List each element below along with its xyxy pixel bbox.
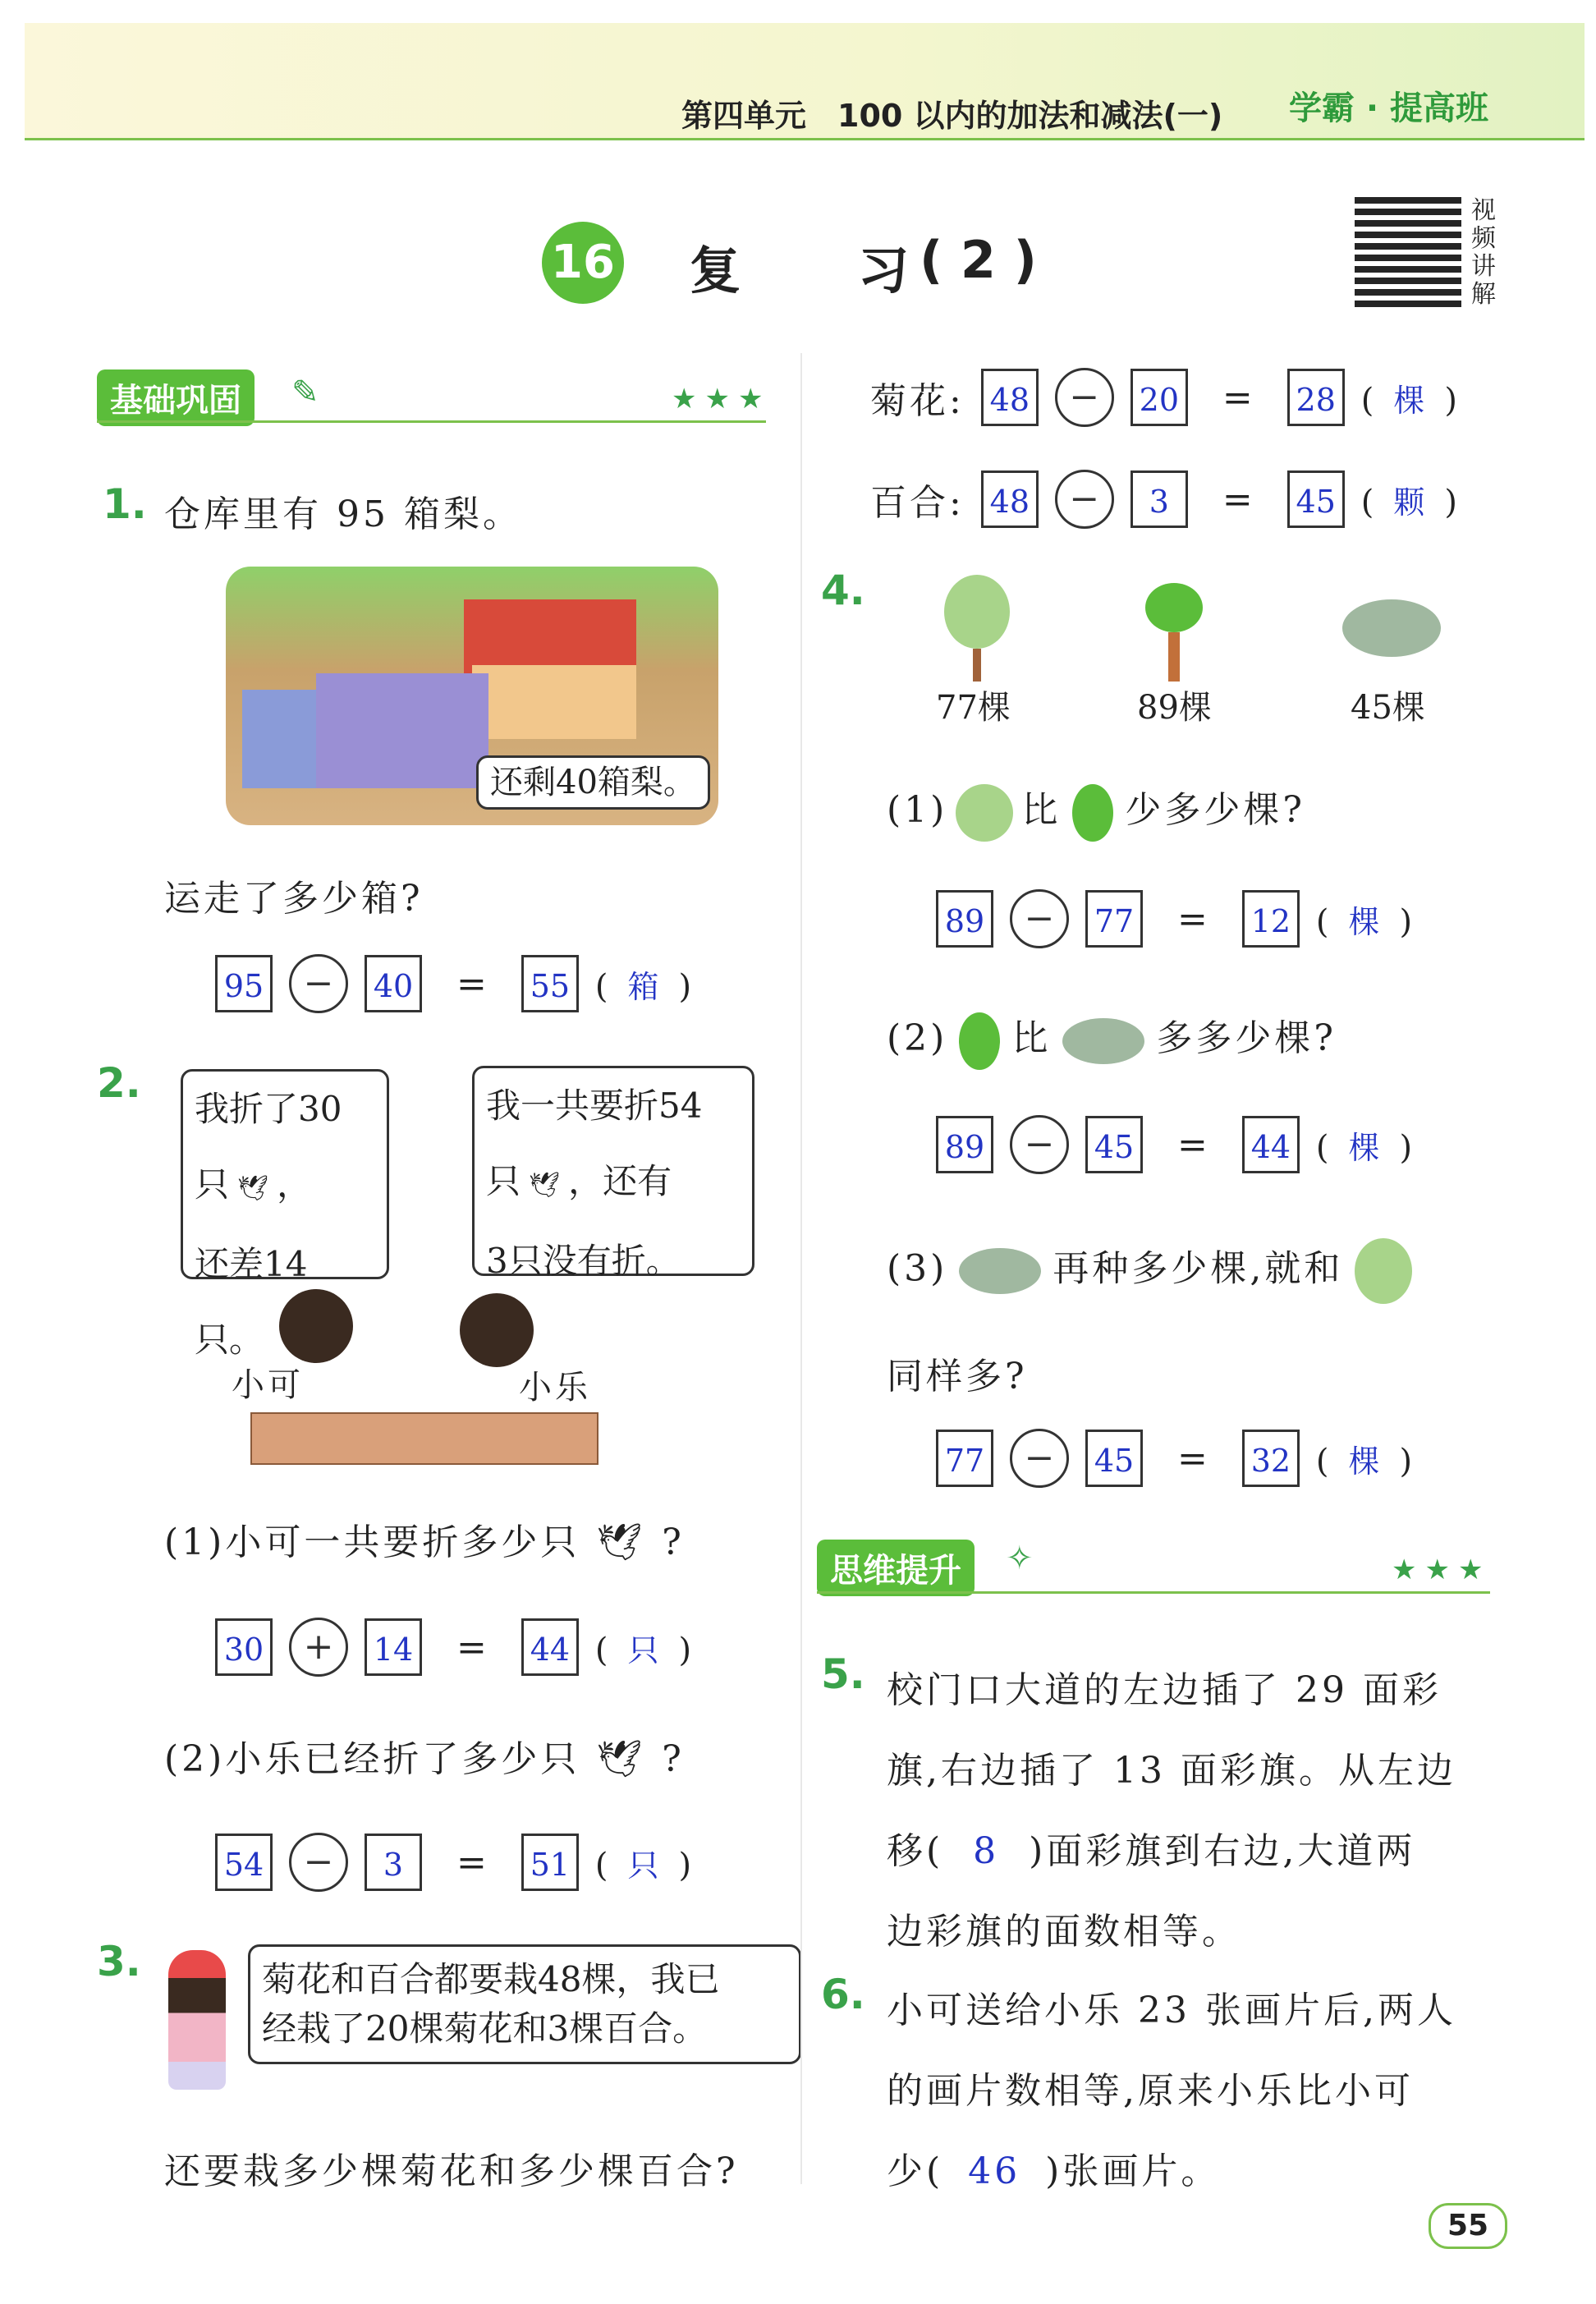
bush-tree-icon [959,1248,1041,1294]
truck-cab [242,690,324,788]
q1-unit: ( 箱 ) [594,967,692,1006]
girl-avatar [168,1950,226,2090]
lesson-title-part3: ( 2 ) [920,230,1037,290]
q5-answer[interactable]: 8 [973,1830,1000,1872]
willow-tree-icon [1355,1238,1412,1304]
q6-line3: 少( 46 )张画片。 [887,2150,1221,2192]
q2-bubble-left [181,1069,389,1360]
paper-crane-icon: 🕊 [529,1171,561,1200]
q4s3-box-c[interactable]: 32 [1242,1430,1300,1487]
q2-bl-line3: 还差14只。 [195,1244,308,1360]
q6-number: 6. [821,1971,865,2018]
q5-line3: 移( 8 )面彩旗到右边,大道两 [887,1830,1416,1872]
craft-table [250,1412,598,1465]
q4-sub3-equation [936,1429,1412,1488]
q2-sub1-equation [215,1618,691,1677]
q3r2-box-a[interactable]: 48 [981,470,1039,528]
q1-unit-value[interactable]: 箱 [627,968,659,1005]
q4-sub1-question: (1) 比 少多少棵? [887,780,1305,842]
q2-br-line3: 3只没有折。 [486,1241,681,1281]
lesson-title-part2: 习 [858,241,910,301]
q4s1-box-c[interactable]: 12 [1242,890,1300,948]
xiaole-avatar [460,1293,534,1367]
q3-question: 还要栽多少棵菊花和多少棵百合? [164,2150,739,2192]
section-thinking-stars: ★★★ [1392,1554,1492,1586]
q3-bubble-line1: 菊花和百合都要栽48棵，我已 [262,1959,720,1999]
qr-label: 视频讲解 [1471,196,1496,309]
tree-count-2: 89棵 [1137,689,1212,727]
section-basic-badge: 基础巩固 [97,369,255,426]
q6-line2: 的画片数相等,原来小乐比小可 [887,2070,1414,2112]
q1-text: 仓库里有 95 箱梨。 [164,493,522,535]
q3r1-box-c[interactable]: 28 [1287,369,1345,426]
q5-number: 5. [821,1650,865,1698]
truck-container [316,673,488,788]
q4s1-eq: = [1177,897,1208,940]
q2-name-left: 小可 [232,1366,304,1404]
brand-label: 学霸 · 提高班 [1289,89,1489,127]
q3r2-box-c[interactable]: 45 [1287,470,1345,528]
sparkle-icon: ✧ [1006,1540,1034,1577]
q2-number: 2. [97,1059,141,1107]
q2-br-line2: 只 🕊 ，还有 [486,1161,672,1201]
q3r1-box-b[interactable]: 20 [1130,369,1188,426]
q6-answer[interactable]: 46 [968,2150,1021,2192]
round-tree-icon [1072,784,1113,842]
q6-text [887,1971,1511,2212]
round-tree-icon [959,1012,1000,1070]
q4s3-unit: ( 棵 ) [1315,1442,1413,1480]
q4s2-box-a[interactable]: 89 [936,1116,993,1173]
q4s3-box-b[interactable]: 45 [1085,1430,1143,1487]
tree-count-3: 45棵 [1351,689,1425,727]
q1-op[interactable]: − [289,954,348,1013]
q2-name-right: 小乐 [519,1369,591,1407]
q2-sub2-equation [215,1833,691,1892]
q3-row2-label: 百合: [870,482,965,524]
q5-line4: 边彩旗的面数相等。 [887,1911,1241,1953]
q2-bubble-right [472,1066,754,1281]
q4s2-box-b[interactable]: 45 [1085,1116,1143,1173]
q3r1-eq: = [1222,376,1253,419]
q2-sub1-question: (1)小可一共要折多少只 🕊 ? [164,1521,685,1563]
q4s2-op[interactable]: − [1010,1115,1069,1174]
section-basic-stars: ★★★ [672,383,772,415]
q3r2-box-b[interactable]: 3 [1130,470,1188,528]
paper-crane-icon: 🕊 [237,1174,269,1203]
q4-sub3-question-end: 同样多? [887,1356,1028,1398]
q4s1-box-a[interactable]: 89 [936,890,993,948]
q2s1-box-a[interactable]: 30 [215,1618,273,1676]
q3r1-box-a[interactable]: 48 [981,369,1039,426]
q1-eq: = [456,962,487,1005]
q2s2-op[interactable]: − [289,1833,348,1892]
willow-tree-icon [944,575,1010,682]
q1-box-b[interactable]: 40 [365,955,422,1012]
q4s1-op[interactable]: − [1010,889,1069,948]
q2s2-box-b[interactable]: 3 [365,1834,422,1891]
section-thinking-line [817,1591,1490,1594]
q4-number: 4. [821,567,865,614]
q5-line1: 校门口大道的左边插了 29 面彩 [887,1669,1442,1711]
lesson-number: 16 [542,222,624,304]
q4-sub2-equation [936,1115,1412,1174]
q4s3-eq: = [1177,1437,1208,1480]
q3r1-op[interactable]: − [1055,368,1114,427]
q5-text [887,1650,1511,1972]
paper-crane-icon: 🕊 [596,1738,646,1780]
xiaoke-avatar [279,1289,353,1363]
paper-crane-icon: 🕊 [596,1521,646,1563]
section-basic-line [97,420,766,423]
q3-number: 3. [97,1938,141,1985]
q3-bubble-line2: 经栽了20棵菊花和3棵百合。 [262,2008,708,2049]
q4s2-box-c[interactable]: 44 [1242,1116,1300,1173]
q4s1-unit: ( 棵 ) [1315,902,1413,941]
page-number: 55 [1429,2203,1507,2249]
q4s3-op[interactable]: − [1010,1429,1069,1488]
q2s1-unit: ( 只 ) [594,1631,692,1669]
q4-sub1-equation [936,889,1412,948]
q2-bl-line2: 只 🕊 ， [195,1164,312,1205]
q3r2-op[interactable]: − [1055,470,1114,529]
q5-line2: 旗,右边插了 13 面彩旗。从左边 [887,1750,1456,1792]
q1-box-c[interactable]: 55 [521,955,579,1012]
pencil-icon: ✎ [291,374,319,411]
q4-sub3-question: (3) 再种多少棵,就和 [887,1238,1424,1304]
q4-sub2-question: (2) 比 多多少棵? [887,1008,1337,1070]
q2s1-box-b[interactable]: 14 [365,1618,422,1676]
tree-count-1: 77棵 [936,689,1011,727]
q4s2-eq: = [1177,1123,1208,1166]
header-divider [25,138,1585,140]
q2s1-op[interactable]: + [289,1618,348,1677]
q3-row2 [870,470,1457,529]
q3r1-unit: ( 棵 ) [1360,381,1457,420]
q2-bl-line1: 我折了30 [195,1089,342,1129]
q4s1-box-b[interactable]: 77 [1085,890,1143,948]
section-thinking-badge: 思维提升 [817,1540,975,1596]
q3r2-eq: = [1222,478,1253,521]
q2s2-unit: ( 只 ) [594,1846,692,1884]
lesson-title-part1: 复 [690,241,741,301]
q1-equation [215,954,691,1013]
q1-question: 运走了多少箱? [164,878,424,920]
q3r2-unit: ( 颗 ) [1360,483,1457,521]
round-tree-icon [1145,583,1203,682]
q2s2-box-a[interactable]: 54 [215,1834,273,1891]
q1-bubble: 还剩40箱梨。 [476,755,710,810]
q4s2-unit: ( 棵 ) [1315,1128,1413,1167]
unit-title: 第四单元 100 以内的加法和减法(一) [681,98,1223,134]
q3-row1 [870,368,1457,427]
column-divider [800,353,802,2184]
q2-sub2-question: (2)小乐已经折了多少只 🕊 ? [164,1738,685,1780]
q6-line1: 小可送给小乐 23 张画片后,两人 [887,1990,1456,2031]
qr-code-icon[interactable] [1355,197,1461,307]
q1-number: 1. [103,480,147,528]
bush-tree-icon [1342,599,1441,657]
q2s1-eq: = [456,1626,487,1668]
q2s1-box-c[interactable]: 44 [521,1618,579,1676]
warehouse-wall [472,665,636,739]
q3-row1-label: 菊花: [870,380,965,422]
q2-br-line1: 我一共要折54 [486,1085,703,1126]
q4s3-box-a[interactable]: 77 [936,1430,993,1487]
willow-tree-icon [956,784,1013,842]
q3-bubble [248,1944,801,2064]
bush-tree-icon [1062,1018,1144,1064]
q1-box-a[interactable]: 95 [215,955,273,1012]
q2s2-eq: = [456,1841,487,1884]
q2s2-box-c[interactable]: 51 [521,1834,579,1891]
